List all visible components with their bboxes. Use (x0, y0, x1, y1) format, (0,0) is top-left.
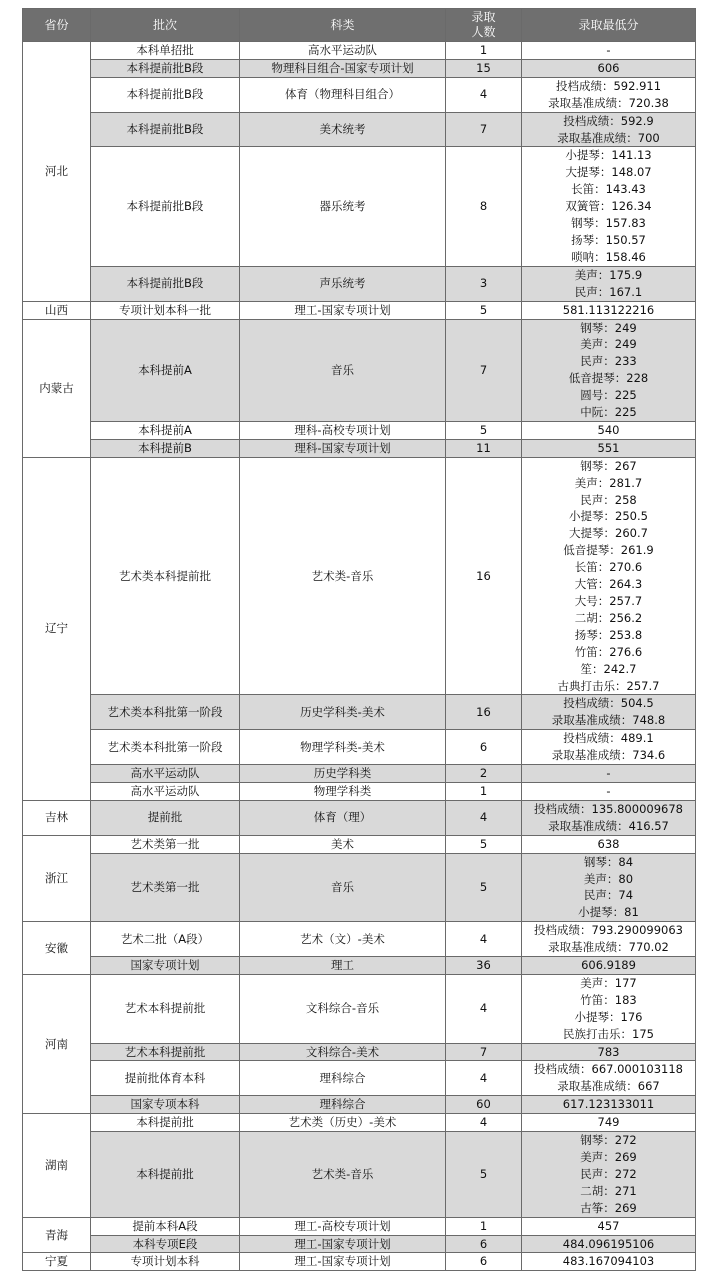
score-line: 美声：281.7 (574, 475, 643, 490)
score-line: 录取基准成绩：770.02 (548, 940, 669, 955)
table-row (23, 1217, 696, 1235)
table-row (23, 800, 696, 835)
min-score-cell (522, 1132, 696, 1218)
category-cell: 美术 (240, 835, 446, 853)
table-row (23, 266, 696, 301)
province-cell: 内蒙古 (23, 319, 91, 457)
score-line: 古筝：269 (580, 1200, 637, 1215)
score-line: 民声：272 (580, 1166, 637, 1181)
min-score-cell (522, 765, 696, 783)
category-cell: 理科综合 (240, 1096, 446, 1114)
count-cell: 1 (446, 782, 522, 800)
category-cell: 美术统考 (240, 112, 446, 147)
min-score-cell (522, 112, 696, 147)
table-row (23, 974, 696, 1043)
score-line: 钢琴：267 (580, 458, 637, 473)
score-line: 749 (597, 1115, 620, 1130)
province-cell: 山西 (23, 301, 91, 319)
score-line: 小提琴：176 (574, 1009, 643, 1024)
count-cell: 3 (446, 266, 522, 301)
count-cell: 6 (446, 1253, 522, 1271)
score-line: 投档成绩：667.000103118 (534, 1062, 683, 1077)
score-line: 竹笛：276.6 (574, 644, 643, 659)
table-row (23, 112, 696, 147)
score-line: 钢琴：272 (580, 1133, 637, 1148)
batch-cell: 国家专项本科 (91, 1096, 240, 1114)
score-line: 钢琴：249 (580, 320, 637, 335)
count-cell: 16 (446, 457, 522, 695)
admission-scores-table (22, 8, 696, 1271)
category-cell: 理工 (240, 957, 446, 975)
header-count-line: 录取 (471, 10, 496, 24)
score-line: 民声：167.1 (574, 284, 643, 299)
batch-cell: 本科提前A (91, 421, 240, 439)
score-line: 投档成绩：592.9 (563, 113, 654, 128)
batch-cell: 本科提前批B段 (91, 59, 240, 77)
table-row (23, 457, 696, 695)
score-line: 大提琴：148.07 (565, 165, 652, 180)
min-score-cell (522, 853, 696, 922)
score-line: 美声：175.9 (574, 267, 643, 282)
count-cell: 8 (446, 147, 522, 266)
province-cell: 安徽 (23, 922, 91, 975)
batch-cell: 本科提前B (91, 439, 240, 457)
table-row (23, 1235, 696, 1253)
table-row (23, 730, 696, 765)
count-cell: 2 (446, 765, 522, 783)
count-cell: 4 (446, 77, 522, 112)
score-line: - (606, 43, 611, 57)
table-row (23, 147, 696, 266)
score-line: 长笛：270.6 (574, 560, 643, 575)
score-line: 投档成绩：135.800009678 (534, 801, 683, 816)
category-cell: 艺术类（历史）-美术 (240, 1114, 446, 1132)
score-line: 小提琴：141.13 (565, 148, 652, 163)
score-line: 录取基准成绩：700 (557, 130, 660, 145)
province-cell: 湖南 (23, 1114, 91, 1217)
table-row (23, 77, 696, 112)
table-row (23, 782, 696, 800)
batch-cell: 本科提前批B段 (91, 112, 240, 147)
score-line: 投档成绩：793.290099063 (534, 923, 683, 938)
table-row (23, 765, 696, 783)
table-row (23, 59, 696, 77)
category-cell: 历史学科类 (240, 765, 446, 783)
count-cell: 5 (446, 853, 522, 922)
batch-cell: 国家专项计划 (91, 957, 240, 975)
score-line: 551 (597, 440, 620, 455)
score-line: 581.113122216 (562, 302, 655, 317)
table-row (23, 1253, 696, 1271)
min-score-cell (522, 266, 696, 301)
min-score-cell (522, 1114, 696, 1132)
min-score-cell (522, 59, 696, 77)
score-line: 540 (597, 422, 620, 437)
min-score-cell (522, 439, 696, 457)
category-cell: 体育（理） (240, 800, 446, 835)
category-cell: 历史学科类-美术 (240, 695, 446, 730)
category-cell: 体育（物理科目组合） (240, 77, 446, 112)
batch-cell: 本科单招批 (91, 42, 240, 60)
category-cell: 理工-国家专项计划 (240, 1235, 446, 1253)
score-line: 484.096195106 (562, 1236, 655, 1251)
score-line: 大管：264.3 (574, 577, 643, 592)
min-score-cell (522, 457, 696, 695)
min-score-cell (522, 147, 696, 266)
count-cell: 1 (446, 42, 522, 60)
table-row (23, 319, 696, 421)
table-row (23, 922, 696, 957)
count-cell: 4 (446, 922, 522, 957)
batch-cell: 专项计划本科一批 (91, 301, 240, 319)
count-cell: 4 (446, 800, 522, 835)
header-count-line: 人数 (471, 25, 496, 39)
min-score-cell (522, 957, 696, 975)
min-score-cell (522, 974, 696, 1043)
table-row (23, 42, 696, 60)
score-line: 中阮：225 (580, 405, 637, 420)
min-score-cell (522, 42, 696, 60)
min-score-cell (522, 77, 696, 112)
category-cell: 艺术类-音乐 (240, 457, 446, 695)
score-line: 竹笛：183 (580, 992, 637, 1007)
score-line: 457 (597, 1218, 620, 1233)
min-score-cell (522, 695, 696, 730)
batch-cell: 艺术类第一批 (91, 853, 240, 922)
table-row (23, 695, 696, 730)
min-score-cell (522, 421, 696, 439)
score-line: 录取基准成绩：748.8 (551, 713, 666, 728)
category-cell: 理科综合 (240, 1061, 446, 1096)
score-line: 617.123133011 (562, 1097, 655, 1112)
category-cell: 文科综合-美术 (240, 1043, 446, 1061)
score-line: 小提琴：250.5 (569, 509, 648, 524)
score-line: 二胡：271 (580, 1183, 637, 1198)
score-line: 大号：257.7 (574, 594, 643, 608)
header-row (23, 9, 696, 42)
table-body (23, 42, 696, 1271)
category-cell: 声乐统考 (240, 266, 446, 301)
count-cell: 7 (446, 112, 522, 147)
count-cell: 7 (446, 319, 522, 421)
min-score-cell (522, 319, 696, 421)
header-category: 科类 (240, 9, 446, 42)
province-cell: 宁夏 (23, 1253, 91, 1271)
batch-cell: 本科提前批 (91, 1114, 240, 1132)
province-cell: 河北 (23, 42, 91, 302)
batch-cell: 本科专项E段 (91, 1235, 240, 1253)
category-cell: 文科综合-音乐 (240, 974, 446, 1043)
score-line: 二胡：256.2 (574, 610, 643, 625)
min-score-cell (522, 800, 696, 835)
category-cell: 理工-高校专项计划 (240, 1217, 446, 1235)
batch-cell: 本科提前批B段 (91, 147, 240, 266)
score-line: 古典打击乐：257.7 (557, 678, 660, 693)
province-cell: 河南 (23, 974, 91, 1113)
header-min-score: 录取最低分 (522, 9, 696, 42)
score-line: 民声：74 (583, 888, 634, 903)
count-cell: 5 (446, 421, 522, 439)
batch-cell: 高水平运动队 (91, 782, 240, 800)
category-cell: 物理科目组合-国家专项计划 (240, 59, 446, 77)
batch-cell: 提前批体育本科 (91, 1061, 240, 1096)
score-line: 圆号：225 (580, 388, 637, 403)
category-cell: 器乐统考 (240, 147, 446, 266)
batch-cell: 艺术本科提前批 (91, 974, 240, 1043)
min-score-cell (522, 835, 696, 853)
admission-table-container (22, 8, 696, 1271)
score-line: 录取基准成绩：416.57 (548, 818, 669, 833)
score-line: 783 (597, 1044, 620, 1059)
count-cell: 11 (446, 439, 522, 457)
batch-cell: 提前本科A段 (91, 1217, 240, 1235)
score-line: 钢琴：84 (583, 854, 634, 869)
min-score-cell (522, 1253, 696, 1271)
score-line: 钢琴：157.83 (571, 216, 646, 231)
min-score-cell (522, 1217, 696, 1235)
count-cell: 6 (446, 730, 522, 765)
min-score-cell (522, 782, 696, 800)
score-line: 扬琴：253.8 (574, 627, 643, 642)
table-row (23, 1043, 696, 1061)
table-row (23, 439, 696, 457)
count-cell: 36 (446, 957, 522, 975)
score-line: - (606, 783, 611, 798)
score-line: 483.167094103 (562, 1254, 655, 1269)
province-cell: 浙江 (23, 835, 91, 922)
count-cell: 5 (446, 835, 522, 853)
score-line: 638 (597, 836, 620, 851)
table-row (23, 853, 696, 922)
category-cell: 理科-国家专项计划 (240, 439, 446, 457)
score-line: 美声：269 (580, 1150, 637, 1164)
score-line: 低音提琴：228 (568, 371, 649, 386)
score-line: 小提琴：81 (578, 905, 639, 920)
header-province: 省份 (23, 9, 91, 42)
score-line: 606.9189 (581, 958, 636, 973)
category-cell: 理工-国家专项计划 (240, 301, 446, 319)
min-score-cell (522, 1043, 696, 1061)
batch-cell: 专项计划本科 (91, 1253, 240, 1271)
score-line: 大提琴：260.7 (569, 526, 648, 541)
score-line: - (606, 766, 611, 781)
category-cell: 物理学科类 (240, 782, 446, 800)
province-cell: 吉林 (23, 800, 91, 835)
category-cell: 物理学科类-美术 (240, 730, 446, 765)
table-row (23, 1061, 696, 1096)
score-line: 录取基准成绩：734.6 (551, 748, 666, 763)
score-line: 投档成绩：504.5 (563, 696, 654, 711)
category-cell: 理科-高校专项计划 (240, 421, 446, 439)
batch-cell: 艺术类本科批第一阶段 (91, 695, 240, 730)
province-cell: 青海 (23, 1217, 91, 1253)
score-line: 投档成绩：489.1 (563, 731, 654, 746)
table-row (23, 421, 696, 439)
batch-cell: 本科提前批B段 (91, 266, 240, 301)
score-line: 美声：80 (583, 871, 634, 886)
score-line: 民声：233 (580, 354, 637, 369)
batch-cell: 高水平运动队 (91, 765, 240, 783)
count-cell: 5 (446, 1132, 522, 1218)
score-line: 民声：258 (580, 492, 637, 507)
batch-cell: 艺术二批（A段） (91, 922, 240, 957)
category-cell: 艺术类-音乐 (240, 1132, 446, 1218)
score-line: 扬琴：150.57 (571, 232, 646, 247)
batch-cell: 提前批 (91, 800, 240, 835)
score-line: 美声：177 (580, 975, 637, 990)
category-cell: 艺术（文）-美术 (240, 922, 446, 957)
table-row (23, 1132, 696, 1218)
table-row (23, 1096, 696, 1114)
count-cell: 6 (446, 1235, 522, 1253)
score-line: 投档成绩：592.911 (555, 78, 662, 93)
score-line: 录取基准成绩：667 (557, 1079, 660, 1094)
count-cell: 7 (446, 1043, 522, 1061)
count-cell: 5 (446, 301, 522, 319)
province-cell: 辽宁 (23, 457, 91, 800)
score-line: 美声：249 (580, 337, 637, 352)
table-row (23, 301, 696, 319)
table-row (23, 957, 696, 975)
batch-cell: 艺术本科提前批 (91, 1043, 240, 1061)
category-cell: 高水平运动队 (240, 42, 446, 60)
score-line: 笙：242.7 (580, 661, 637, 676)
category-cell: 音乐 (240, 319, 446, 421)
batch-cell: 本科提前A (91, 319, 240, 421)
min-score-cell (522, 1096, 696, 1114)
batch-cell: 艺术类本科批第一阶段 (91, 730, 240, 765)
score-line: 录取基准成绩：720.38 (548, 95, 669, 110)
count-cell: 15 (446, 59, 522, 77)
table-row (23, 835, 696, 853)
header-count (446, 9, 522, 42)
min-score-cell (522, 1061, 696, 1096)
batch-cell: 艺术类第一批 (91, 835, 240, 853)
min-score-cell (522, 922, 696, 957)
min-score-cell (522, 301, 696, 319)
category-cell: 音乐 (240, 853, 446, 922)
batch-cell: 本科提前批B段 (91, 77, 240, 112)
score-line: 低音提琴：261.9 (563, 543, 654, 558)
score-line: 长笛：143.43 (571, 182, 646, 197)
count-cell: 1 (446, 1217, 522, 1235)
count-cell: 4 (446, 1114, 522, 1132)
min-score-cell (522, 730, 696, 765)
count-cell: 16 (446, 695, 522, 730)
header-batch: 批次 (91, 9, 240, 42)
score-line: 民族打击乐：175 (563, 1026, 654, 1041)
table-row (23, 1114, 696, 1132)
category-cell: 理工-国家专项计划 (240, 1253, 446, 1271)
score-line: 606 (597, 60, 620, 75)
score-line: 唢呐：158.46 (571, 249, 646, 264)
min-score-cell (522, 1235, 696, 1253)
batch-cell: 艺术类本科提前批 (91, 457, 240, 695)
batch-cell: 本科提前批 (91, 1132, 240, 1218)
count-cell: 4 (446, 974, 522, 1043)
score-line: 双簧管：126.34 (565, 199, 652, 214)
count-cell: 4 (446, 1061, 522, 1096)
count-cell: 60 (446, 1096, 522, 1114)
